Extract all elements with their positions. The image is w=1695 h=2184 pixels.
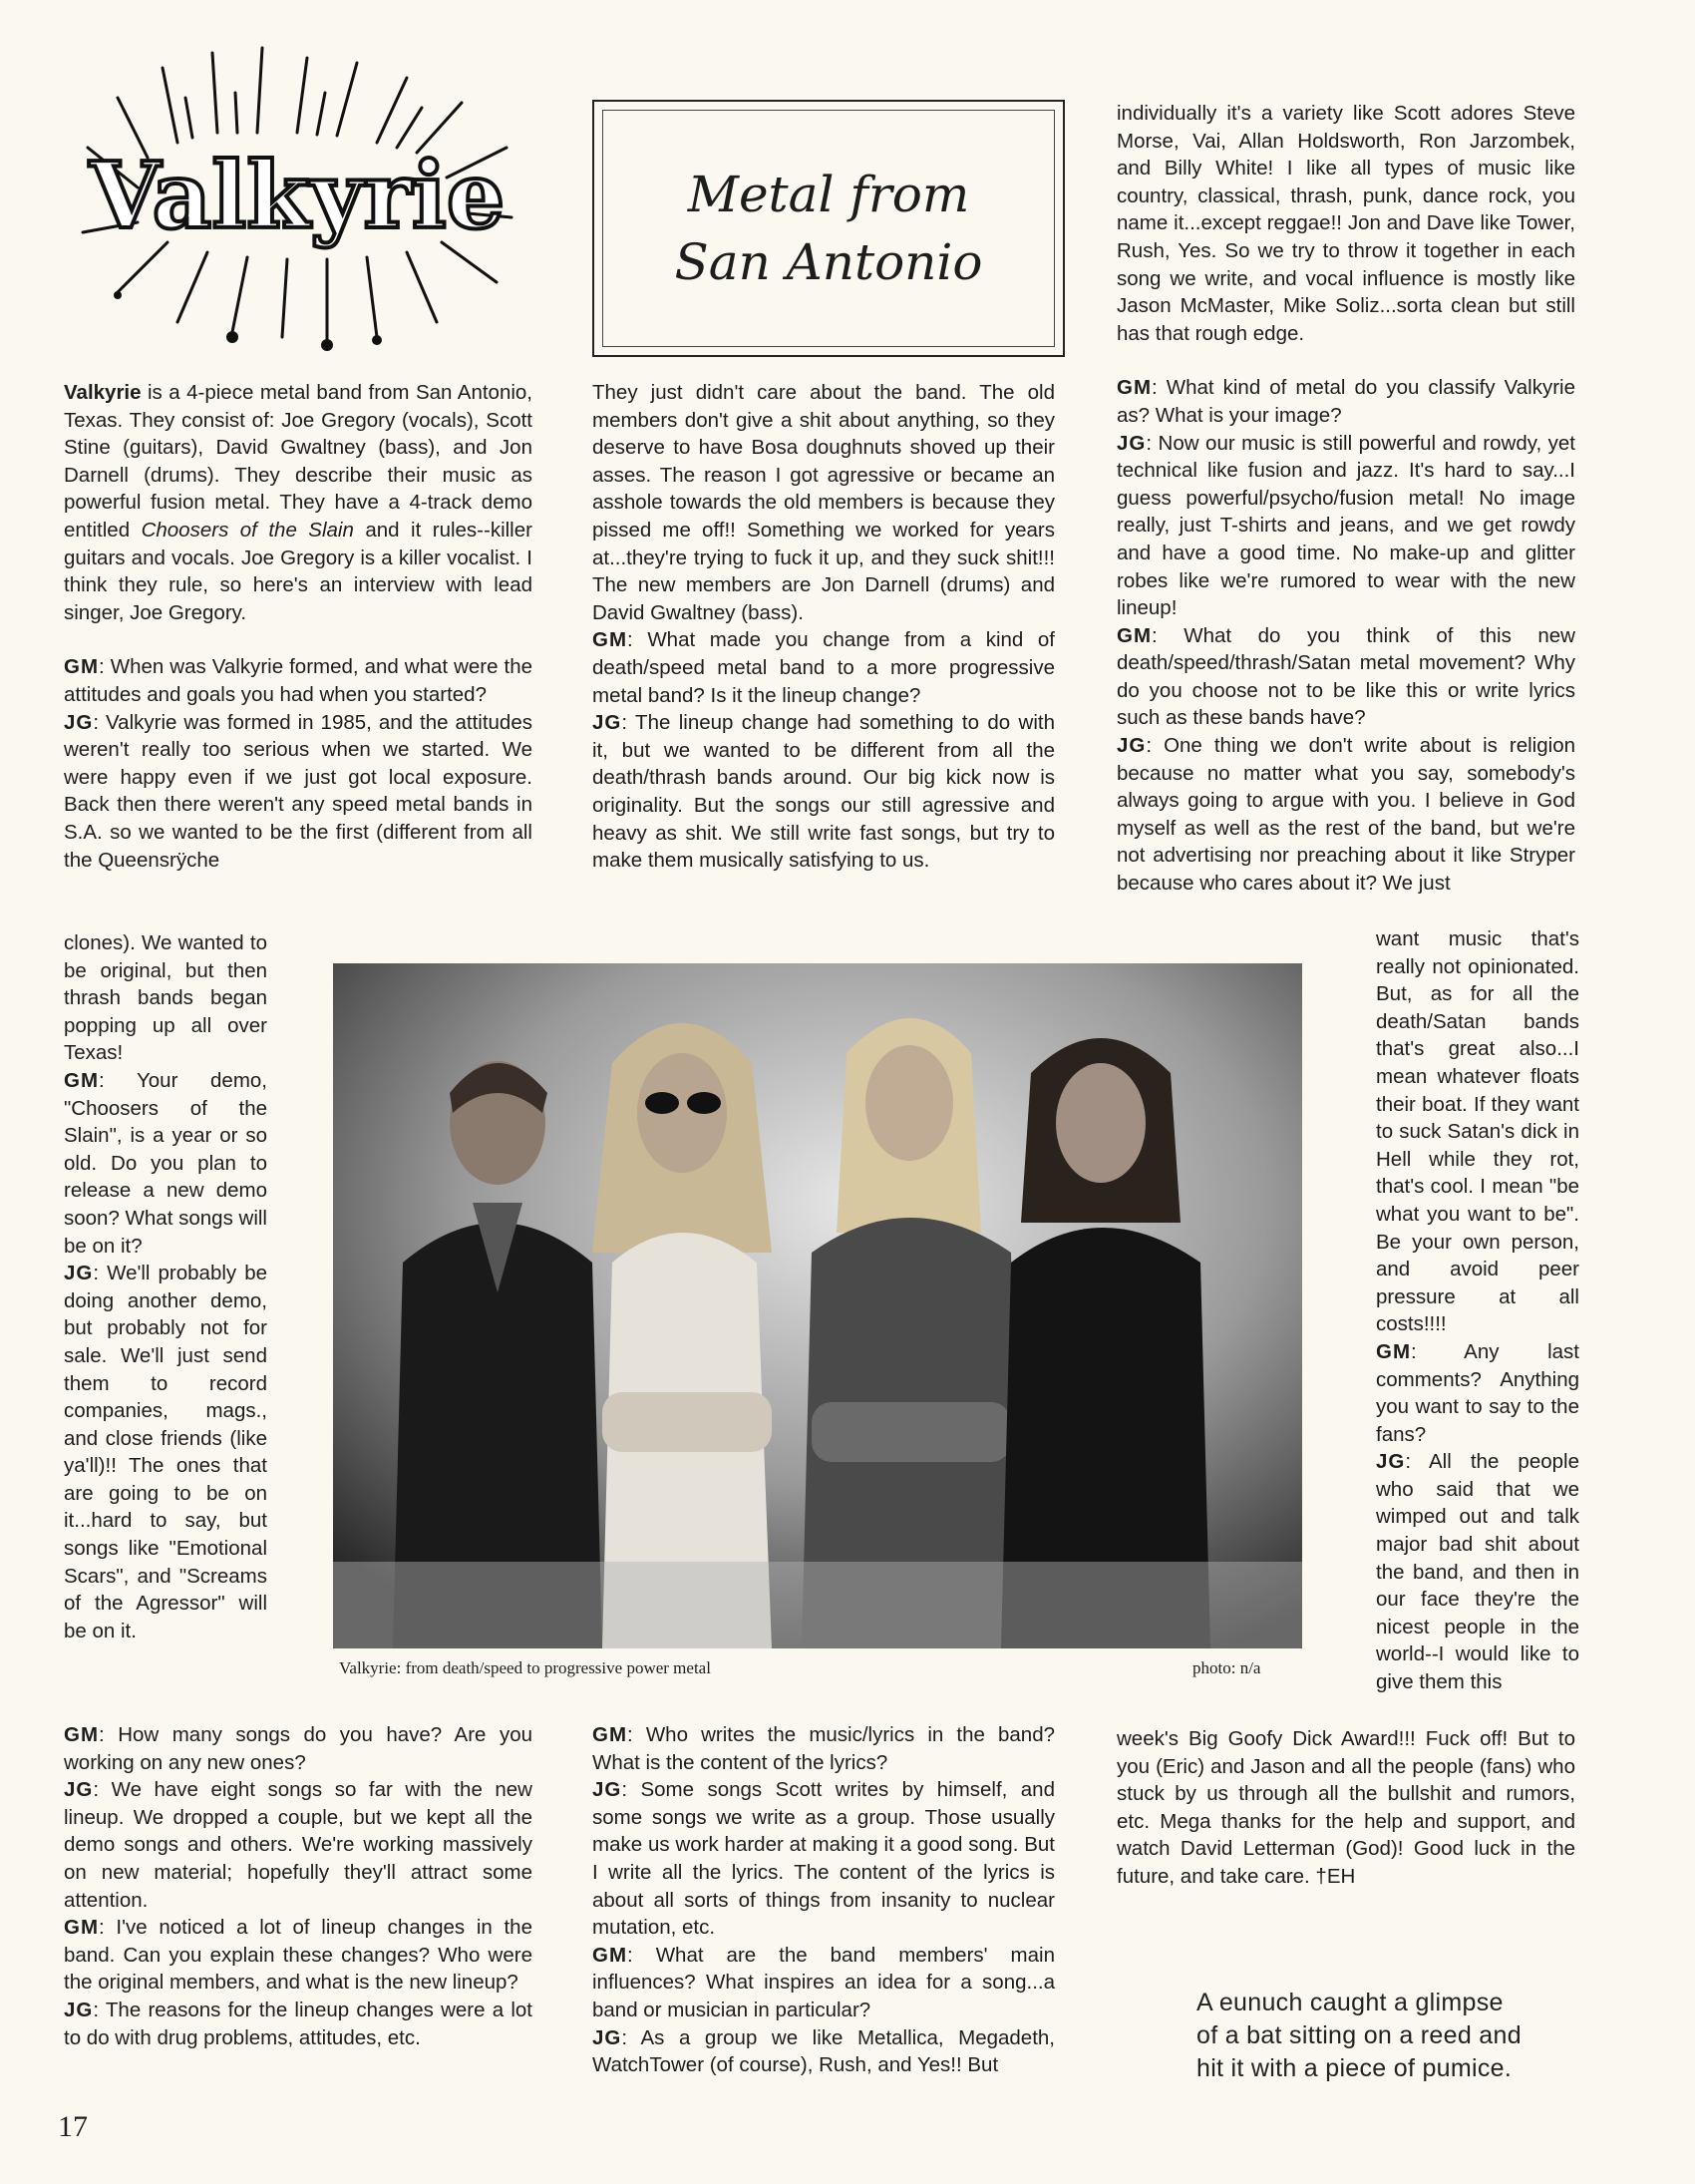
column-3-top <box>1117 100 1575 898</box>
photo-caption: Valkyrie: from death/speed to progressive power metal <box>339 1658 711 1677</box>
band-photo-illustration <box>333 963 1302 1648</box>
answer: JG: Now our music is still powerful and rowdy, yet technical like fusion and jazz. It's hard to say...I guess powerful/psycho/fusion metal! No image really, just T-shirts and jeans, and we get rowdy and have a good time. No make-up and glitter robes like we're rumored to wear with the new lineup! <box>1117 431 1575 620</box>
column-1-narrow <box>64 929 267 1644</box>
logo-text: Valkyrie <box>89 142 506 249</box>
answer: JG: We'll probably be doing another demo, but probably not for sale. We'll just send them to record companies, mags., and close friends (like ya'll)!! The ones that are going to be on it...hard to say, but songs like "Emotional Scars", and "Screams of the Agressor" will be on it. <box>64 1262 267 1642</box>
question: GM: Who writes the music/lyrics in the band? What is the content of the lyrics? <box>592 1723 1055 1774</box>
filler-joke: A eunuch caught a glimpse of a bat sitting on a reed and hit it with a piece of pumice. <box>1196 1989 1522 2082</box>
answer: JG: The lineup change had something to do with it, but we wanted to be different from all the death/thrash bands around. Our big kick now is originality. But the songs our still agressive and heavy as shit. We still write fast songs, but try to make them musically satisfying to us. <box>592 711 1055 873</box>
question: GM: How many songs do you have? Are you working on any new ones? <box>64 1723 532 1774</box>
valkyrie-logo <box>78 38 516 357</box>
band-member-2 <box>592 1023 772 1648</box>
answer-end: week's Big Goofy Dick Award!!! Fuck off! But to you (Eric) and Jason and all the people (fans) who stuck by us through all the bullshit and rumors, etc. Mega thanks for the help and support, and watch David Letterman (God)! Good luck in the future, and take care. †EH <box>1117 1727 1575 1888</box>
question: GM: What do you think of this new death/speed/thrash/Satan metal movement? Why do you choose not to be like this or write lyrics such as these bands have? <box>1117 623 1575 730</box>
paragraph: They just didn't care about the band. The old members don't give a shit about anything, so they deserve to have Bosa doughnuts shoved up their asses. The reason I got agressive or became an asshole towards the old members is because they pissed me off!! Something we worked for years at...they're trying to fuck it up, and they suck shit!!! The new members are Jon Darnell (drums) and David Gwaltney (bass). <box>592 381 1055 624</box>
question: GM: What kind of metal do you classify Valkyrie as? What is your image? <box>1117 376 1575 427</box>
column-1-top <box>64 379 532 874</box>
column-1-bottom <box>64 1721 532 2051</box>
column-2-top <box>592 379 1055 875</box>
photo-credit: photo: n/a <box>1192 1658 1261 1677</box>
column-3-bottom <box>1117 1725 1575 1891</box>
column-3-narrow <box>1376 925 1579 1696</box>
question: GM: Your demo, "Choosers of the Slain", is a year or so old. Do you plan to release a new demo soon? What songs will be on it? <box>64 1068 267 1258</box>
question: GM: I've noticed a lot of lineup changes in the band. Can you explain these changes? Who were the original members, and what is the new lineup? <box>64 1916 532 1995</box>
column-2-bottom <box>592 1721 1055 2079</box>
answer: JG: One thing we don't write about is religion because no matter what you say, somebody's always going to argue with you. I believe in God myself as well as the rest of the band, but we're not advertising nor preaching about it like Stryper because who cares about it? We just <box>1117 734 1575 896</box>
intro-paragraph: Valkyrie is a 4-piece metal band from San Antonio, Texas. They consist of: Joe Gregory (vocals), Scott Stine (guitars), David Gwaltney (bass), and Jon Darnell (drums). They describe their music as powerful fusion metal. They have a 4-track demo entitled Choosers of the Slain and it rules--killer guitars and vocals. Joe Gregory is a killer vocalist. I think they rule, so here's an interview with lead singer, Joe Gregory. <box>64 381 532 624</box>
answer: JG: As a group we like Metallica, Megadeth, WatchTower (of course), Rush, and Yes!! But <box>592 2025 1055 2077</box>
answer: JG: Some songs Scott writes by himself, and some songs we write as a group. Those usually make us work harder at making it a good song. But I write all the lyrics. The content of the lyrics is about all sorts of things from insanity to nuclear mutation, etc. <box>592 1778 1055 1940</box>
title-box <box>592 100 1065 357</box>
question: GM: What are the band members' main influences? What inspires an idea for a song...a band or musician in particular? <box>592 1943 1055 2021</box>
question: GM: What made you change from a kind of death/speed metal band to a more progressive metal band? Is it the lineup change? <box>592 628 1055 707</box>
answer: JG: All the people who said that we wimped out and talk major bad shit about the band, and then in our face they're the nicest people in the world--I would like to give them this <box>1376 1450 1579 1694</box>
answer: JG: We have eight songs so far with the new lineup. We dropped a couple, but we kept all the demo songs and others. We're working massively on new material; hopefully they'll attract some attention. <box>64 1778 532 1912</box>
question: GM: When was Valkyrie formed, and what were the attitudes and goals you had when you started? <box>64 655 532 706</box>
answer: JG: Valkyrie was formed in 1985, and the attitudes weren't really too serious when we started. We were happy even if we just got local exposure. Back then there weren't any speed metal bands in S.A. so we wanted to be the first (different from all the Queensrÿche <box>64 710 532 872</box>
page-number: 17 <box>58 2110 88 2143</box>
paragraph: individually it's a variety like Scott adores Steve Morse, Vai, Allan Holdsworth, Ron Jarzombek, and Billy White! I like all types of music like country, classical, thrash, punk, dance rock, you name it...except reggae!! Jon and Dave like Tower, Rush, Yes. So we try to throw it together in each song we write, and vocal influence is mostly like Jason McMaster, Mike Soliz...sorta clean but still has that rough edge. <box>1117 102 1575 345</box>
answer-wrap: clones). We wanted to be original, but then thrash bands began popping up all over Texas! <box>64 931 267 1065</box>
band-photo <box>333 963 1302 1648</box>
article-title: Metal from San Antonio <box>674 166 983 291</box>
answer-wrap: want music that's really not opinionated. But, as for all the death/Satan bands that's great also...I mean whatever floats their boat. If they want to suck Satan's dick in Hell while they rot, that's cool. I mean "be what you want to be". Be your own person, and avoid peer pressure at all costs!!!! <box>1376 927 1579 1336</box>
question: GM: Any last comments? Anything you want to say to the fans? <box>1376 1339 1579 1446</box>
answer: JG: The reasons for the lineup changes were a lot to do with drug problems, attitudes, etc. <box>64 1998 532 2049</box>
